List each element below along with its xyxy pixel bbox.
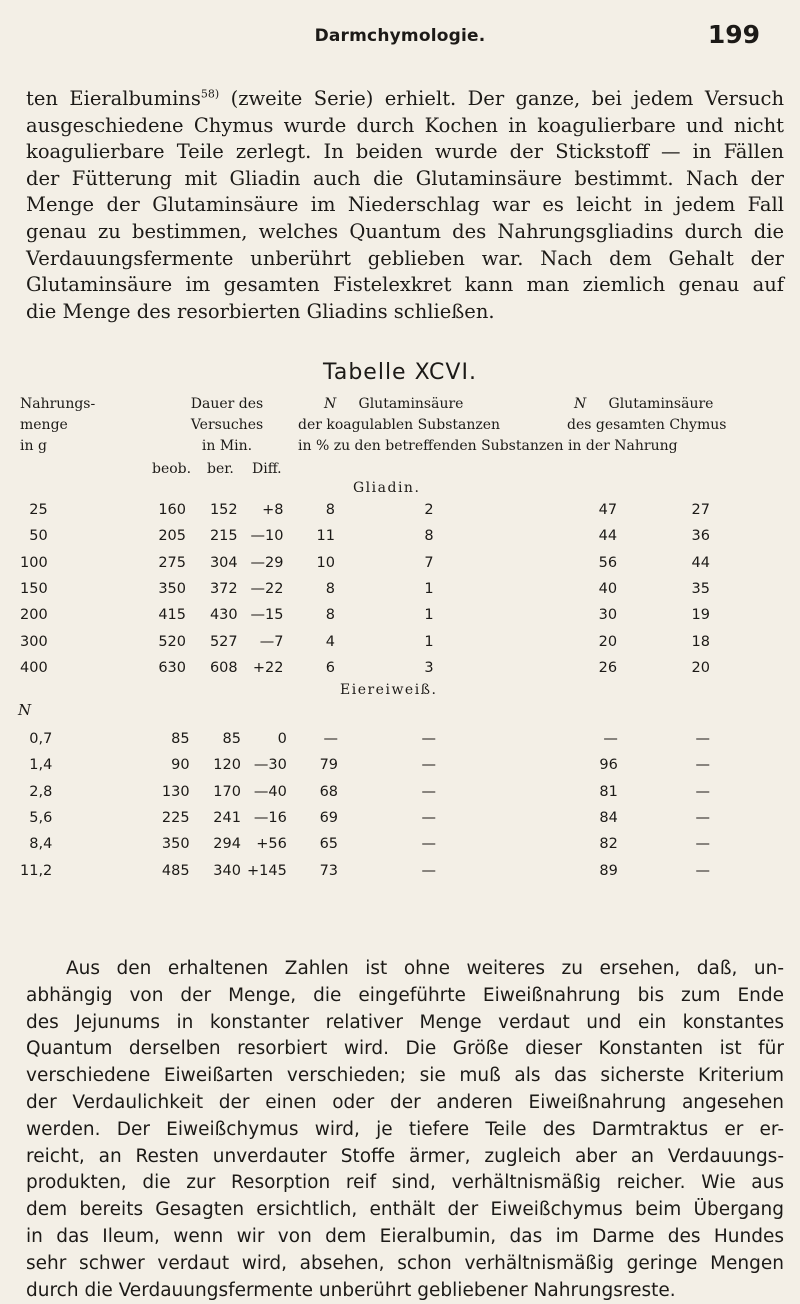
table-cell: 241 [213, 810, 241, 827]
subheader-diff: Diff. [252, 461, 282, 477]
table-cell: 520 [158, 633, 187, 650]
header-gesamt-line2: des gesamten Chymus [567, 417, 727, 433]
subheader-ber: ber. [207, 461, 234, 477]
table-cell: — [695, 757, 710, 774]
table-cell: 82 [599, 836, 618, 853]
table-cell: 340 [213, 862, 241, 879]
table-cell: —22 [250, 581, 284, 598]
table-cell: 4 [325, 633, 335, 650]
table-cell: 608 [209, 659, 238, 676]
section-label-eiereiweiss: Eiereiweiß. [340, 682, 438, 698]
table-cell: 20 [598, 633, 618, 650]
table-cell: 200 [20, 607, 48, 624]
table-cell: 130 [161, 783, 190, 800]
header-line: in Min. [201, 438, 253, 454]
header-line: Dauer des [190, 396, 264, 412]
text-line: reicht, an Resten unverdauter Stoffe ärmer, zugleich aber an Verdauungs- [26, 1145, 784, 1167]
table-cell: — [695, 783, 710, 800]
table-row [20, 628, 710, 654]
table-row [20, 550, 710, 576]
table-cell: 294 [213, 836, 241, 853]
table-cell: 430 [209, 607, 238, 624]
table-cell: 40 [598, 581, 618, 598]
table-cell: 400 [20, 659, 48, 676]
subheader-beob: beob. [152, 461, 192, 477]
text-line [26, 86, 784, 113]
header-fragment: in [298, 438, 312, 454]
table-cell: — [695, 836, 710, 853]
table-cell: 96 [599, 757, 618, 774]
table-cell: +22 [252, 659, 284, 676]
table-row [20, 779, 710, 805]
table-cell: 47 [598, 502, 618, 519]
text-line: ausgeschiedene Chymus wurde durch Kochen in koagulierbare und nicht [26, 113, 784, 137]
text-line: werden. Der Eiweißchymus wird, je tiefere Teile des Darmtraktus er er- [26, 1118, 784, 1140]
table-cell: — [695, 810, 710, 827]
text-line: des Jejunums in konstanter relativer Menge verdaut und ein konstantes [26, 1011, 784, 1033]
table-cell: 8,4 [29, 836, 53, 853]
text-line-rest: (zweite Serie) erhielt. Der ganze, bei jedem Versuch [230, 87, 785, 110]
n-label: N [18, 701, 32, 719]
text-line: koagulierbare Teile zerlegt. In beiden wurde der Stickstoff — in Fällen [26, 140, 784, 164]
table-cell: — [421, 757, 436, 774]
table-cell: — [421, 783, 436, 800]
table-cell: 79 [319, 757, 339, 774]
text-line: der Verdaulichkeit der einen oder der anderen Eiweißnahrung angesehen [26, 1091, 784, 1113]
table-cell: 630 [158, 659, 187, 676]
table-cell: 35 [691, 581, 710, 598]
table-cell: 485 [161, 862, 190, 879]
table-row [20, 576, 710, 602]
running-head [0, 22, 800, 52]
table-row [20, 726, 710, 752]
table-cell: 89 [599, 862, 618, 879]
data-table-eiereiweiss [20, 726, 710, 884]
text-line: Menge der Glutaminsäure im Niederschlag war es leicht in jedem Fall [26, 193, 784, 217]
table-cell: +56 [256, 836, 287, 853]
text-line: sehr schwer verdaut wird, absehen, schon verhältnismäßig geringe Mengen [26, 1252, 784, 1274]
table-row [20, 805, 710, 831]
table-cell: 0 [277, 731, 287, 748]
table-cell: 26 [598, 659, 618, 676]
header-line-text: Glutaminsäure [358, 396, 464, 412]
table-cell: 90 [171, 757, 190, 774]
text-line-start: ten Eieralbumins [26, 87, 201, 110]
table-cell: —29 [250, 554, 284, 571]
table-cell: 372 [209, 581, 238, 598]
header-fragment: zu den betreffenden Substanzen in der Nahrung [333, 438, 678, 454]
table-cell: 350 [161, 836, 190, 853]
table-cell: 10 [316, 554, 335, 571]
text-line: dem bereits Gesagten ersichtlich, enthält der Eiweißchymus beim Übergang [26, 1199, 784, 1221]
table-row [20, 497, 710, 523]
conclusion-paragraph [26, 956, 784, 1304]
table-cell: 275 [158, 554, 187, 571]
header-line: in g [20, 438, 47, 454]
table-cell: 30 [598, 607, 618, 624]
table-cell: —16 [253, 810, 287, 827]
table-cell: 85 [222, 731, 241, 748]
table-cell: 304 [209, 554, 238, 571]
table-cell: 6 [325, 659, 335, 676]
table-cell: 36 [691, 528, 710, 545]
running-title: Darmchymologie. [314, 26, 486, 46]
table-cell: 8 [325, 502, 335, 519]
text-line: Verdauungsfermente unberührt geblieben war. Nach dem Gehalt der [26, 246, 784, 270]
table-cell: 81 [599, 783, 618, 800]
table-cell: 527 [209, 633, 238, 650]
text-line: genau zu bestimmen, welches Quantum des Nahrungsgliadins durch die [26, 219, 784, 243]
table-cell: — [603, 731, 618, 748]
header-koagulabel [324, 395, 463, 414]
table-cell: 11 [316, 528, 335, 545]
table-cell: 225 [161, 810, 190, 827]
table-cell: 25 [29, 502, 48, 519]
text-line: der Fütterung mit Gliadin auch die Glutaminsäure bestimmt. Nach der [26, 166, 784, 190]
table-cell: 73 [319, 862, 339, 879]
table-cell: 0,7 [29, 731, 53, 748]
table-cell: 50 [29, 528, 48, 545]
table-cell: 18 [691, 633, 710, 650]
header-percent-line [298, 437, 678, 456]
table-cell: 2,8 [29, 783, 53, 800]
table-cell: — [695, 862, 710, 879]
table-cell: +8 [262, 502, 284, 519]
text-line: Aus den erhaltenen Zahlen ist ohne weiteres zu ersehen, daß, un- [66, 958, 784, 979]
table-cell: 1 [424, 581, 434, 598]
table-cell: 19 [691, 607, 710, 624]
table-cell: 84 [599, 810, 618, 827]
header-line: Versuches [190, 417, 264, 433]
text-line: Glutaminsäure im gesamten Fistelexkret kann man ziemlich genau auf [26, 273, 784, 297]
text-line: verschiedene Eiweißarten verschieden; sie muß als das sicherste Kriterium [26, 1065, 784, 1087]
table-cell: 1 [424, 607, 434, 624]
table-cell: —30 [253, 757, 287, 774]
table-cell: —40 [253, 783, 287, 800]
table-title: Tabelle XCVI. [323, 360, 477, 385]
section-label-gliadin: Gliadin. [353, 480, 421, 496]
table-cell: 44 [691, 554, 710, 571]
table-cell: — [421, 862, 436, 879]
table-cell: —10 [250, 528, 284, 545]
table-cell: 8 [325, 581, 335, 598]
text-line: durch die Verdauungsfermente unberührt gebliebener Nahrungsreste. [26, 1279, 676, 1301]
n-symbol: N [574, 396, 587, 412]
table-row [20, 752, 710, 778]
table-cell: 56 [598, 554, 618, 571]
intro-paragraph [26, 86, 784, 325]
header-gesamt [574, 395, 713, 414]
table-cell: 7 [424, 554, 434, 571]
table-row [20, 602, 710, 628]
text-line: abhängig von der Menge, die eingeführte Eiweißnahrung bis zum Ende [26, 984, 784, 1006]
header-dauer [172, 395, 282, 456]
table-cell: 85 [171, 731, 190, 748]
n-symbol: N [324, 396, 337, 412]
table-cell: 152 [209, 502, 238, 519]
table-cell: 215 [209, 528, 238, 545]
header-koagulabel-line2: der koagulablen Substanzen [298, 417, 501, 433]
table-row [20, 831, 710, 857]
table-cell: 1 [424, 633, 434, 650]
header-line: Nahrungs- [20, 396, 96, 412]
table-cell: —15 [250, 607, 284, 624]
table-cell: 27 [691, 502, 710, 519]
text-line: Quantum derselben resorbiert wird. Die Größe dieser Konstanten ist für [26, 1038, 784, 1060]
percent-sign: % [315, 438, 330, 454]
table-cell: 11,2 [20, 862, 53, 879]
table-cell: 8 [424, 528, 434, 545]
header-line-text: Glutaminsäure [608, 396, 714, 412]
table-cell: 65 [319, 836, 339, 853]
text-line: in das Ileum, wenn wir von dem Eieralbumin, das im Darme des Hundes [26, 1225, 784, 1247]
table-cell: 160 [158, 502, 187, 519]
data-table-gliadin [20, 497, 710, 681]
table-cell: 44 [598, 528, 618, 545]
footnote-reference: 58) [200, 87, 220, 101]
table-cell: +145 [247, 862, 287, 879]
table-cell: 69 [319, 810, 339, 827]
table-cell: 170 [213, 783, 241, 800]
table-cell: — [421, 836, 436, 853]
table-cell: 205 [158, 528, 187, 545]
table-row [20, 857, 710, 883]
table-cell: — [695, 731, 710, 748]
table-cell: 5,6 [29, 810, 53, 827]
table-cell: — [421, 810, 436, 827]
text-line: produkten, die zur Resorption reif sind, verhältnismäßig reicher. Wie aus [26, 1172, 784, 1194]
table-cell: —7 [259, 633, 284, 650]
header-line [324, 395, 463, 414]
table-cell: 120 [213, 757, 241, 774]
table-cell: 3 [424, 659, 434, 676]
table-row [20, 523, 710, 549]
table-cell: 350 [158, 581, 187, 598]
table-cell: 68 [319, 783, 339, 800]
table-cell: 415 [158, 607, 187, 624]
table-row [20, 655, 710, 681]
table-cell: 20 [691, 659, 710, 676]
header-line: menge [20, 417, 68, 433]
table-cell: 8 [325, 607, 335, 624]
table-cell: — [323, 731, 339, 748]
table-cell: 100 [20, 554, 48, 571]
table-cell: 300 [20, 633, 48, 650]
table-cell: 1,4 [29, 757, 53, 774]
table-cell: — [421, 731, 436, 748]
page-number: 199 [707, 20, 760, 49]
text-line: die Menge des resorbierten Gliadins schließen. [26, 299, 495, 323]
table-cell: 2 [424, 502, 434, 519]
table-cell: 150 [20, 581, 48, 598]
header-nahrungsmenge [20, 395, 95, 456]
